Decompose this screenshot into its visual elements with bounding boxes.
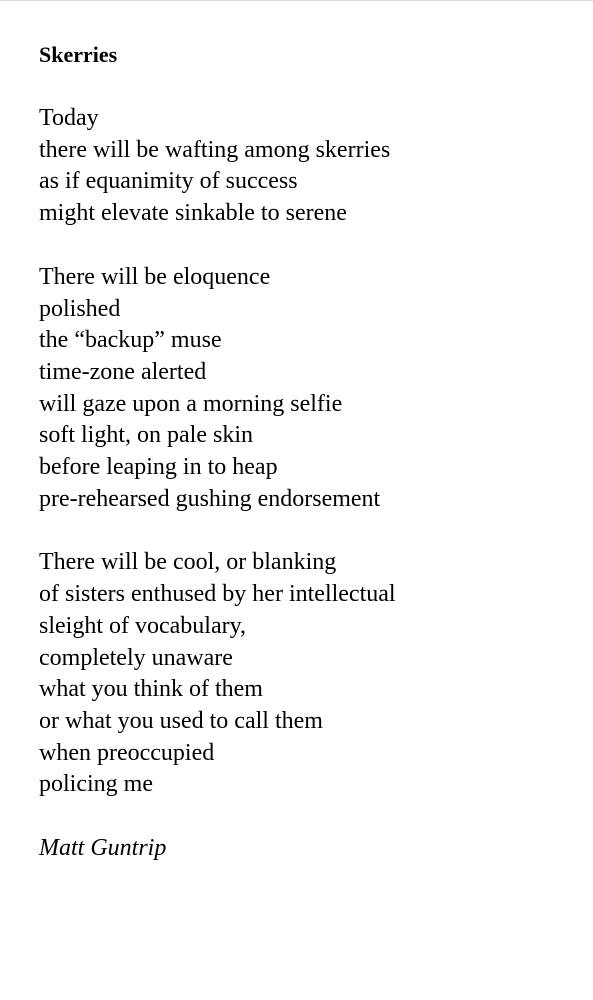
poem-line: or what you used to call them (39, 707, 323, 734)
poem-line: sleight of vocabulary, (39, 612, 247, 639)
poem-line: of sisters enthused by her intellectual (39, 581, 396, 608)
poem-line: There will be cool, or blanking (39, 549, 337, 576)
poem-line: will gaze upon a morning selfie (39, 390, 343, 417)
poem (39, 40, 579, 865)
stanza-1 (39, 103, 579, 230)
poem-line: what you think of them (39, 676, 263, 703)
stanza-3 (39, 547, 579, 801)
poem-line: pre-rehearsed gushing endorsement (39, 485, 381, 512)
poem-line: might elevate sinkable to serene (39, 200, 347, 227)
poem-line: completely unaware (39, 644, 233, 671)
poem-line: time-zone alerted (39, 358, 207, 385)
poem-line: the “backup” muse (39, 327, 222, 354)
poem-author: Matt Guntrip (39, 835, 167, 862)
poem-line: There will be eloquence (39, 263, 271, 290)
stanza-2 (39, 262, 579, 516)
poem-line: policing me (39, 771, 153, 798)
poem-line: soft light, on pale skin (39, 422, 253, 449)
poem-title: Skerries (39, 42, 118, 67)
poem-line: as if equanimity of success (39, 168, 298, 195)
poem-line: Today (39, 105, 99, 131)
poem-line: there will be wafting among skerries (39, 136, 391, 163)
poem-line: before leaping in to heap (39, 454, 278, 481)
poem-line: when preoccupied (39, 739, 215, 766)
top-divider (0, 0, 593, 1)
poem-line: polished (39, 295, 121, 322)
